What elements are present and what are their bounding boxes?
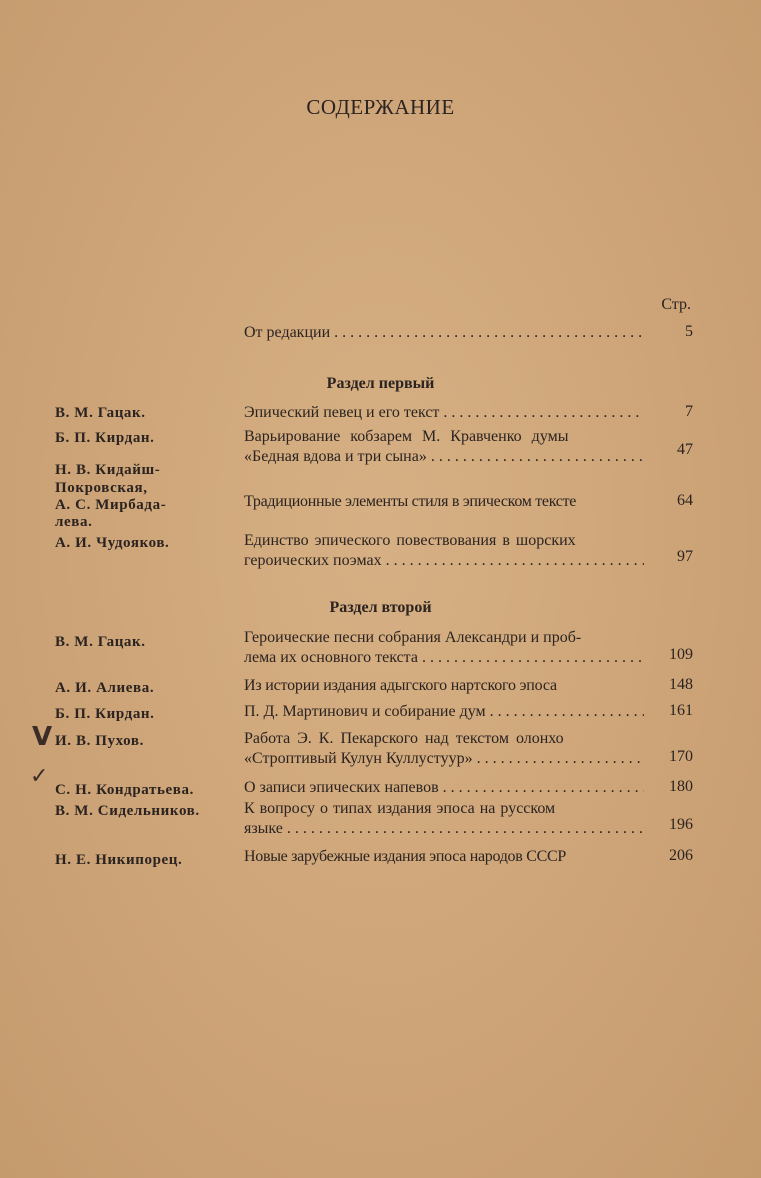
entry-page: 64 (677, 492, 693, 509)
section-heading: Раздел второй (329, 599, 432, 616)
entry-author: В. М. Гацак. (55, 634, 146, 650)
entry-author: Б. П. Кирдан. (55, 430, 155, 446)
toc-entry (244, 799, 644, 839)
section-heading: Раздел первый (326, 375, 435, 392)
entry-title: героических поэмах (244, 552, 382, 569)
entry-page: 148 (669, 676, 693, 693)
entry-author: С. Н. Кондратьева. (55, 782, 194, 798)
entry-author: А. И. Алиева. (55, 680, 155, 696)
entry-page: 97 (677, 548, 693, 565)
entry-author: Н. Е. Никипорец. (55, 852, 183, 868)
handwritten-tick-mark: ✓ (30, 764, 49, 789)
toc-entry (244, 628, 644, 668)
entry-title: П. Д. Мартинович и собирание дум (244, 703, 486, 720)
entry-page: 47 (677, 441, 693, 458)
entry-title: К вопросу о типах издания эпоса на русском (244, 800, 556, 817)
entry-page: 180 (669, 778, 693, 795)
toc-entry (244, 403, 644, 423)
entry-page: 196 (669, 816, 693, 833)
entry-author-line: лева. (55, 514, 93, 530)
toc-entry (244, 531, 644, 571)
toc-entry (244, 676, 644, 696)
entry-title: Новые зарубежные издания эпоса народов СССР (244, 848, 566, 865)
entry-author: Б. П. Кирдан. (55, 706, 155, 722)
entry-title: «Строптивый Кулун Куллустуур» (244, 750, 473, 767)
entry-author-line: А. С. Мирбада- (55, 497, 167, 513)
entry-title: Работа Э. К. Пекарского над текстом олонхо (244, 730, 564, 747)
entry-author: В. М. Гацак. (55, 405, 146, 421)
toc-entry (244, 702, 644, 722)
toc-entry-editorial (244, 323, 644, 343)
toc-entry (244, 778, 644, 798)
pages-column-header: Стр. (661, 296, 691, 313)
entry-page: 161 (669, 702, 693, 719)
entry-title: Традиционные элементы стиля в эпическом тексте (244, 493, 577, 510)
entry-title: От редакции (244, 324, 331, 341)
entry-title: Эпический певец и его текст (244, 404, 440, 421)
handwritten-check-mark: V (32, 722, 53, 752)
toc-entry (244, 729, 644, 769)
entry-title: языке (244, 820, 283, 837)
entry-author-line: Н. В. Кидайш- (55, 462, 161, 478)
entry-page: 5 (685, 323, 693, 340)
entry-page: 206 (669, 847, 693, 864)
entry-author: А. И. Чудояков. (55, 535, 170, 551)
entry-author: В. М. Сидельников. (55, 803, 200, 819)
entry-page: 170 (669, 748, 693, 765)
toc-entry (244, 492, 644, 512)
entry-title: Единство эпического повествования в шорских (244, 532, 576, 549)
toc-entry (244, 427, 644, 467)
entry-page: 109 (669, 646, 693, 663)
page-title: СОДЕРЖАНИЕ (306, 95, 455, 119)
entry-author: И. В. Пухов. (55, 733, 144, 749)
entry-title: Героические песни собрания Александри и проб- (244, 629, 582, 646)
entry-page: 7 (685, 403, 693, 420)
entry-title: О записи эпических напевов (244, 779, 439, 796)
toc-entry (244, 847, 644, 867)
entry-title: лема их основного текста (244, 649, 418, 666)
entry-author-line: Покровская, (55, 480, 148, 496)
entry-title: «Бедная вдова и три сына» (244, 448, 427, 465)
entry-title: Варьирование кобзарем М. Кравченко думы (244, 428, 569, 445)
entry-title: Из истории издания адыгского нартского эпоса (244, 677, 557, 694)
